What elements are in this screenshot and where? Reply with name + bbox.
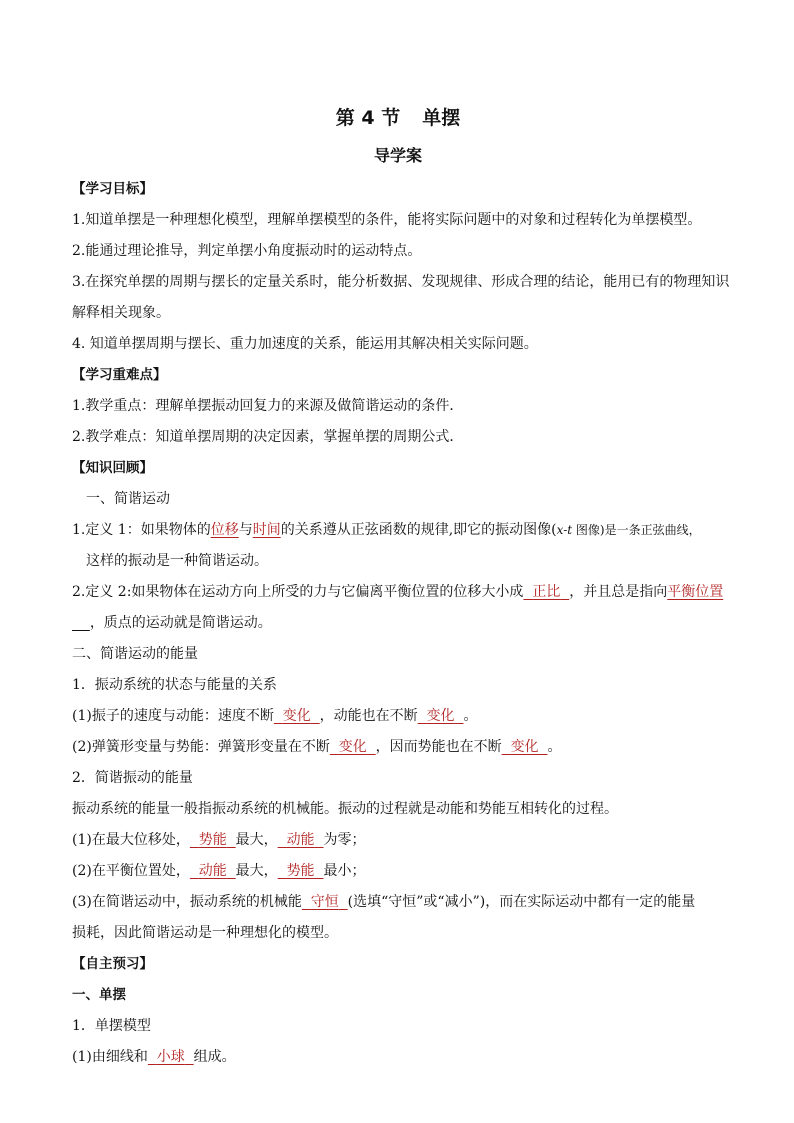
section-heading-key-points: 【学习重难点】	[72, 367, 167, 383]
energy-item-3: (1)在最大位移处， 势能 最大， 动能 为零；	[72, 832, 366, 848]
goal-item: 1.知道单摆是一种理想化模型，理解单摆模型的条件，能将实际问题中的对象和过程转化为单摆模型。	[72, 212, 702, 228]
energy-item-5-continued: 损耗，因此简谐运动是一种理想化的模型。	[72, 925, 338, 941]
energy-item-4: (2)在平衡位置处， 动能 最大， 势能 最小；	[72, 863, 366, 879]
definition-1: 1.定义 1：如果物体的位移与时间的关系遵从正弦函数的规律,即它的振动图像(x-t 图像)是一条正弦曲线，	[72, 522, 701, 538]
energy-heading-2: 2．简谐振动的能量	[72, 770, 193, 786]
answer-ball: 小球	[156, 1049, 185, 1065]
definition-2-continued: ，质点的运动就是简谐运动。	[89, 615, 272, 631]
preview-item-1: (1)由细线和 小球 组成。	[72, 1049, 236, 1065]
answer-fill: 动能	[286, 832, 315, 848]
answer-fill: 变化	[338, 739, 367, 755]
energy-item-2: (2)弹簧形变量与势能：弹簧形变量在不断 变化 ，因而势能也在不断 变化 。	[72, 739, 562, 755]
page-title	[72, 104, 724, 132]
energy-intro: 振动系统的能量一般指振动系统的机械能。振动的过程就是动能和势能互相转化的过程。	[72, 801, 618, 817]
answer-proportional: 正比	[532, 584, 561, 600]
document-page	[72, 100, 730, 1073]
goal-item-continued: 解释相关现象。	[72, 305, 170, 321]
energy-state-heading: 1．振动系统的状态与能量的关系	[72, 677, 277, 693]
review-subheading-shm: 一、简谐运动	[86, 491, 170, 507]
answer-fill: 势能	[198, 832, 227, 848]
goal-item: 4. 知道单摆周期与摆长、重力加速度的关系，能运用其解决相关实际问题。	[72, 336, 538, 352]
answer-displacement: 位移	[210, 522, 239, 538]
answer-fill: 动能	[198, 863, 227, 879]
key-point: 1.教学重点：理解单摆振动回复力的来源及做简谐运动的条件．	[72, 398, 464, 414]
energy-item-5: (3)在简谐运动中，振动系统的机械能 守恒 (选填“守恒”或“减小”)，而在实际运动中都有一定的能量	[72, 894, 696, 910]
definition-1-continued: 这样的振动是一种简谐运动。	[86, 553, 268, 569]
page-subtitle: 导学案	[373, 146, 422, 165]
preview-model-heading: 1．单摆模型	[72, 1018, 151, 1034]
answer-fill: 势能	[286, 863, 315, 879]
title-section-number: 第 4 节	[335, 107, 401, 129]
section-heading-review: 【知识回顾】	[72, 460, 153, 476]
energy-item-1: (1)振子的速度与动能：速度不断 变化 ，动能也在不断 变化 。	[72, 708, 478, 724]
answer-fill: 守恒	[310, 894, 339, 910]
section-heading-preview: 【自主预习】	[72, 956, 153, 972]
definition-2: 2.定义 2:如果物体在运动方向上所受的力与它偏离平衡位置的位移大小成 正比 ，并且总是指向平衡位置	[72, 584, 724, 600]
title-topic: 单摆	[422, 107, 461, 129]
answer-fill: 变化	[426, 708, 455, 724]
preview-subheading-pendulum: 一、单摆	[72, 987, 126, 1003]
answer-equilibrium: 平衡位置	[667, 584, 724, 600]
answer-fill: 变化	[282, 708, 311, 724]
key-point: 2.教学难点：知道单摆周期的决定因素，掌握单摆的周期公式．	[72, 429, 464, 445]
answer-fill: 变化	[510, 739, 539, 755]
goal-item: 3.在探究单摆的周期与摆长的定量关系时，能分析数据、发现规律、形成合理的结论，能用已有的物理知识	[72, 274, 730, 290]
goal-item: 2.能通过理论推导，判定单摆小角度振动时的运动特点。	[72, 243, 422, 259]
section-heading-goals: 【学习目标】	[72, 181, 153, 197]
answer-time: 时间	[252, 522, 281, 538]
review-subheading-energy: 二、简谐运动的能量	[72, 646, 198, 662]
